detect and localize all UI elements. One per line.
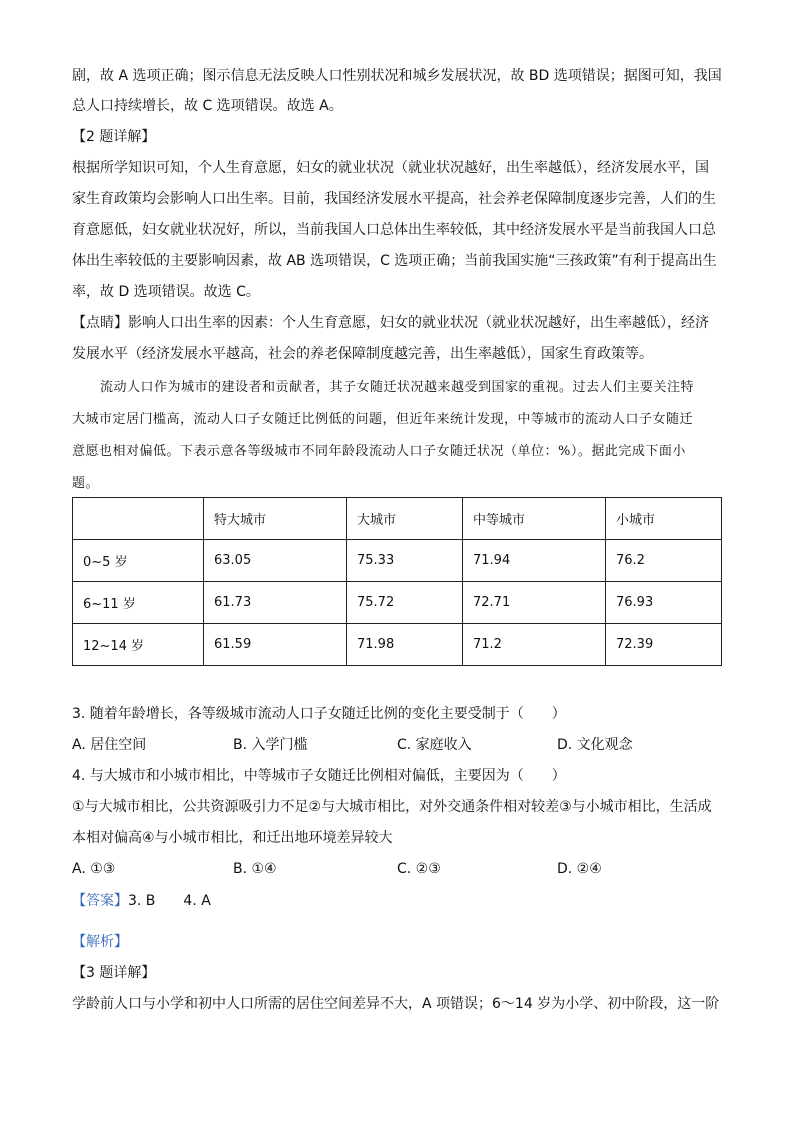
table-header-cell: 中等城市 [463,498,606,540]
table-cell: 76.93 [606,582,722,624]
table-cell: 61.73 [204,582,347,624]
intro-line: 流动人口作为城市的建设者和贡献者，其子女随迁状况越来越受到国家的重视。过去人们主要关注特 [100,380,695,395]
table-row [73,624,722,666]
q4-option-d: D. ②④ [557,861,602,877]
table-header-cell [73,498,204,540]
analysis-label: 【解析】 [72,934,128,950]
section-heading: 【2 题详解】 [72,129,156,145]
paragraph-line: 学龄前人口与小学和初中人口所需的居住空间差异不大，A 项错误；6～14 岁为小学、初中阶段，这一阶 [72,996,720,1012]
paragraph-line: 剧，故 A 选项正确；图示信息无法反映人口性别状况和城乡发展状况，故 BD 选项错误；据图可知，我国 [72,68,722,84]
q4-option-c: C. ②③ [397,861,441,877]
intro-line: 意愿也相对偏低。下表示意各等级城市不同年龄段流动人口子女随迁状况（单位：%）。据此完成下面小 [72,444,686,459]
tip-line-2: 发展水平（经济发展水平越高，社会的养老保障制度越完善，出生率越低），国家生育政策等。 [72,346,653,362]
table-cell: 61.59 [204,624,347,666]
table-row [73,540,722,582]
table-cell: 12~14 岁 [73,624,204,666]
table-cell: 63.05 [204,540,347,582]
table-header-cell: 特大城市 [204,498,347,540]
paragraph-line: 率，故 D 选项错误。故选 C。 [72,284,260,300]
table-cell: 75.33 [347,540,463,582]
q3-option-b: B. 入学门槛 [233,737,308,753]
answer-label: 【答案】 [72,893,128,909]
question-4-stem: 4. 与大城市和小城市相比，中等城市子女随迁比例相对偏低，主要因为（ ） [72,768,566,784]
paragraph-line: 总人口持续增长，故 C 选项错误。故选 A。 [72,98,343,114]
data-table [72,497,722,666]
intro-line: 题。 [72,476,100,491]
table-cell: 72.71 [463,582,606,624]
paragraph-line: 根据所学知识可知，个人生育意愿，妇女的就业状况（就业状况越好，出生率越低），经济发展水平，国 [72,160,709,176]
table-cell: 0~5 岁 [73,540,204,582]
paragraph-line: 体出生率较低的主要影响因素，故 AB 选项错误，C 选项正确；当前我国实施“三孩政策”有利于提高出生 [72,253,717,269]
q3-option-c: C. 家庭收入 [397,737,472,753]
section-heading: 【3 题详解】 [72,965,156,981]
q3-option-a: A. 居住空间 [72,737,147,753]
tip-text: 影响人口出生率的因素：个人生育意愿，妇女的就业状况（就业状况越好，出生率越低），经济 [128,315,709,331]
table-header-row [73,498,722,540]
q3-option-d: D. 文化观念 [557,737,633,753]
table-cell: 6~11 岁 [73,582,204,624]
table-cell: 71.98 [347,624,463,666]
tip-line [72,313,732,333]
table-cell: 71.94 [463,540,606,582]
table-cell: 75.72 [347,582,463,624]
answer-text: 3. B 4. A [128,893,211,909]
question-3-stem: 3. 随着年龄增长，各等级城市流动人口子女随迁比例的变化主要受制于（ ） [72,706,566,722]
intro-line: 大城市定居门槛高，流动人口子女随迁比例低的问题，但近年来统计发现，中等城市的流动人口子女随迁 [72,412,694,427]
answer-line [72,891,732,911]
question-4-desc: ①与大城市相比，公共资源吸引力不足②与大城市相比，对外交通条件相对较差③与小城市相比，生活成 [72,799,712,815]
table-cell: 76.2 [606,540,722,582]
table-cell: 71.2 [463,624,606,666]
q4-option-b: B. ①④ [233,861,277,877]
table-header-cell: 小城市 [606,498,722,540]
table-cell: 72.39 [606,624,722,666]
table-row [73,582,722,624]
paragraph-line: 家生育政策均会影响人口出生率。目前，我国经济发展水平提高，社会养老保障制度逐步完善，人们的生 [72,191,716,207]
q4-option-a: A. ①③ [72,861,116,877]
question-4-desc: 本相对偏高④与小城市相比，和迁出地环境差异较大 [72,830,393,846]
paragraph-line: 育意愿低，妇女就业状况好，所以，当前我国人口总体出生率较低，其中经济发展水平是当前我国人口总 [72,222,716,238]
tip-label: 【点睛】 [72,315,128,331]
table-header-cell: 大城市 [347,498,463,540]
